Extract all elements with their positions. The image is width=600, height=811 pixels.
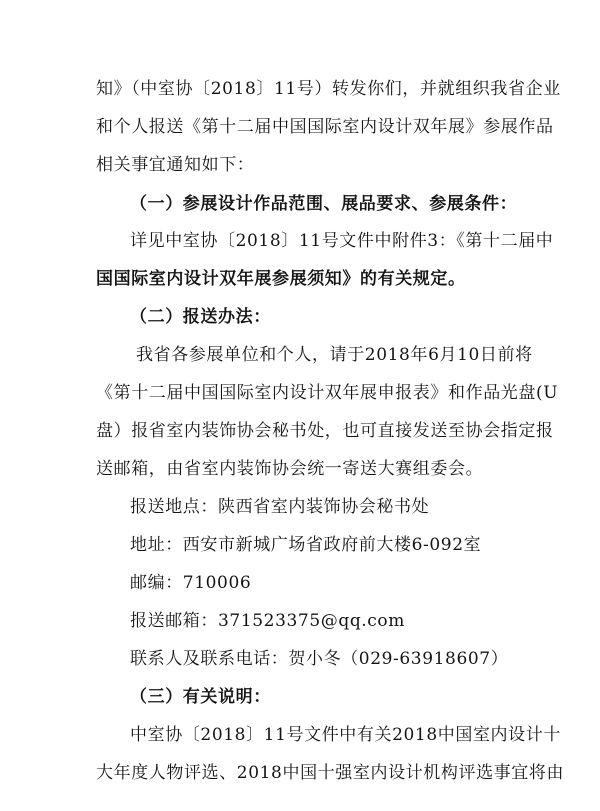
section-heading-1: （一）参展设计作品范围、展品要求、参展条件： [130,194,518,214]
section-heading-3: （三）有关说明： [130,687,271,707]
body-line-2: 和个人报送《第十二届中国国际室内设计双年展》参展作品 [96,117,554,137]
body-line-5: 详见中室协〔2018〕11号文件中附件3：《第十二届中 [130,231,554,251]
body-line-3: 相关事宜通知如下： [96,155,255,175]
body-line-11: 送邮箱，由省室内装饰协会统一寄送大赛组委会。 [96,459,484,479]
body-line-10: 盘）报省室内装饰协会秘书处，也可直接发送至协会指定报 [96,421,554,441]
address-line: 地址：西安市新城广场省政府前大楼6-092室 [130,535,482,555]
body-line-9: 《第十二届中国国际室内设计双年展申报表》和作品光盘(U [96,383,559,403]
contact-line: 联系人及联系电话：贺小冬（029-63918607） [130,649,509,669]
postcode-line: 邮编：710006 [130,573,252,593]
body-line-18: 中室协〔2018〕11号文件中有关2018中国室内设计十 [130,725,561,745]
body-line-19: 大年度人物评选、2018中国十强室内设计机构评选事宜将由 [96,763,565,783]
submission-location: 报送地点：陕西省室内装饰协会秘书处 [130,497,430,517]
email-line: 报送邮箱：371523375@qq.com [130,611,405,631]
body-line-1: 知》（中室协〔2018〕11号）转发你们，并就组织我省企业 [96,79,561,99]
body-line-6: 国国际室内设计双年展参展须知》的有关规定。 [96,269,466,289]
section-heading-2: （二）报送办法： [130,307,271,327]
body-line-8: 我省各参展单位和个人，请于2018年6月10日前将 [136,345,533,365]
